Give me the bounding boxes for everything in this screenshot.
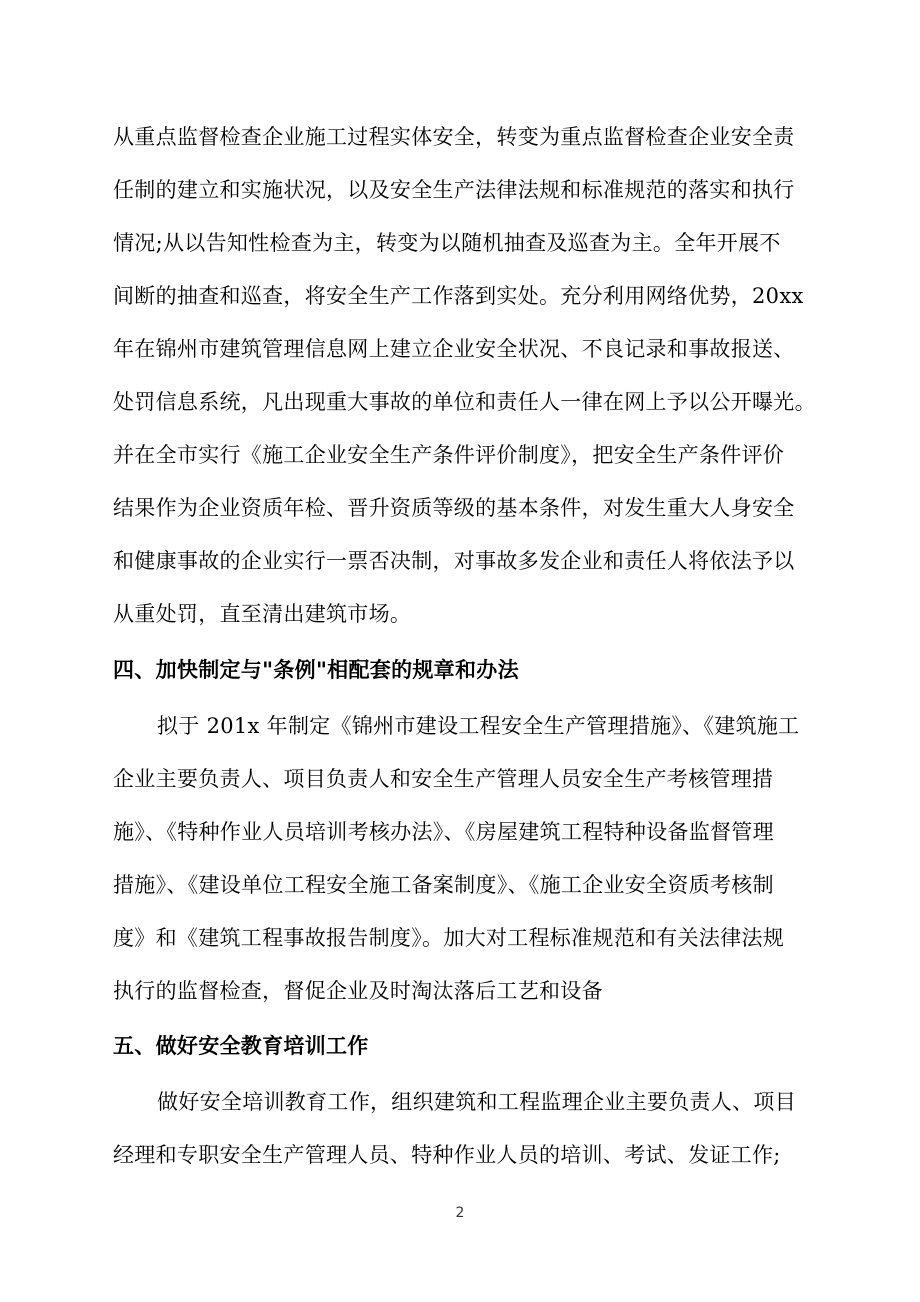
text-line: 和健康事故的企业实行一票否决制，对事故多发企业和责任人将依法予以	[113, 549, 795, 573]
text-line: 措施》、《建设单位工程安全施工备案制度》、《施工企业安全资质考核制	[113, 873, 774, 897]
section-heading-5: 五、做好安全教育培训工作	[113, 1033, 369, 1058]
text-line: 处罚信息系统，凡出现重大事故的单位和责任人一律在网上予以公开曝光。	[113, 390, 816, 414]
text-line: 企业主要负责人、项目负责人和安全生产管理人员安全生产考核管理措	[113, 767, 774, 791]
page-number: 2	[455, 1205, 465, 1221]
text-line: 任制的建立和实施状况，以及安全生产法律法规和标准规范的落实和执行	[113, 178, 795, 202]
text-line: 经理和专职安全生产管理人员、特种作业人员的培训、考试、发证工作;	[113, 1143, 781, 1167]
text-line: 结果作为企业资质年检、晋升资质等级的基本条件，对发生重大人身安全	[113, 496, 795, 520]
text-line: 从重处罚，直至清出建筑市场。	[113, 602, 412, 626]
text-line: 施》、《特种作业人员培训考核办法》、《房屋建筑工程特种设备监督管理	[113, 820, 774, 844]
section-heading-4: 四、加快制定与"条例"相配套的规章和办法	[113, 657, 519, 682]
text-line: 拟于 201x 年制定《锦州市建设工程安全生产管理措施》、《建筑施工	[157, 714, 800, 738]
text-line: 做好安全培训教育工作，组织建筑和工程监理企业主要负责人、项目	[157, 1090, 796, 1114]
text-line: 间断的抽查和巡查，将安全生产工作落到实处。充分利用网络优势，20xx	[113, 284, 804, 308]
text-line: 度》和《建筑工程事故报告制度》。加大对工程标准规范和有关法律法规	[113, 926, 785, 950]
text-line: 情况;从以告知性检查为主，转变为以随机抽查及巡查为主。全年开展不	[113, 231, 781, 255]
text-line: 从重点监督检查企业施工过程实体安全，转变为重点监督检查企业安全责	[113, 125, 795, 149]
text-line: 年在锦州市建筑管理信息网上建立企业安全状况、不良记录和事故报送、	[113, 337, 795, 361]
text-line: 执行的监督检查，督促企业及时淘汰落后工艺和设备	[113, 979, 603, 1003]
text-line: 并在全市实行《施工企业安全生产条件评价制度》，把安全生产条件评价	[113, 443, 785, 467]
